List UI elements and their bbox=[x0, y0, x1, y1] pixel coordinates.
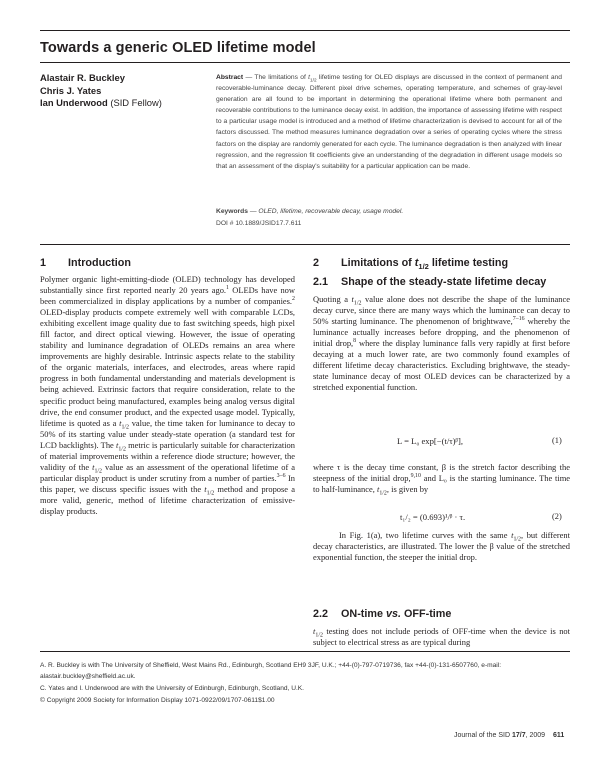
equation-1-number: (1) bbox=[552, 436, 562, 445]
top-rule bbox=[40, 30, 570, 31]
equation-1: L = L₀ exp[−(t/τ)ᵝ], bbox=[397, 436, 463, 446]
abstract: Abstract — The limitations of $t_{1/2}$ lifetime testing for OLED displays are discussed in the context of permanent and recoverable-luminance decay. Different pixel drive schemes, operating temperature, and schemes of gray-level generation are all found to be important in determining the operational lifetime where both permanent and recoverable contributions to the luminance decay exist. In addition, the importance of assessing lifetime with respect to a particular usage model is introduced and a method of lifetime characterization is devised to account for all of the factors discussed. The method measures luminance degradation over a series of operating cycles where the stress factors on the display are randomly generated for each cycle. The luminance degradation is then analyzed with linear regression, and the regression fit coefficients give an understanding of the degradation in different usage models so that an assessment of the display's suitability for a particular application can be made. bbox=[216, 74, 562, 170]
footnote-affiliation: A. R. Buckley is with The University of Sheffield, West Mains Rd., Edinburgh, Scotland EH9 3JF, U.K.; +44-(0)-797-0719736, fax +44-(0)-131-6507760, e-mail: alastair.buckley@sheffield.ac.uk. bbox=[40, 662, 502, 680]
page-number: 611 bbox=[553, 732, 565, 739]
equation-2: t₁/₂ = (0.693)¹/ᵝ · τ. bbox=[400, 512, 466, 522]
footnote-rule bbox=[40, 651, 570, 652]
footnote-affiliation: C. Yates and I. Underwood are with the University of Edinburgh, Edinburgh, Scotland, U.K. bbox=[40, 685, 305, 692]
keywords: Keywords — OLED, lifetime, recoverable decay, usage model. bbox=[216, 208, 404, 215]
doi: DOI # 10.1889/JSID17.7.611 bbox=[216, 220, 302, 227]
author-name: Alastair R. Buckley bbox=[40, 72, 125, 83]
section-heading: 1 Introduction bbox=[40, 257, 131, 269]
subsection-heading: 2.1 Shape of the steady-state lifetime decay bbox=[313, 276, 547, 288]
section-2-2-body: $t_{1/2}$ testing does not include periods of OFF-time when the device is not subject to electrical stress as are typical during bbox=[313, 626, 570, 648]
equation-2-number: (2) bbox=[552, 512, 562, 521]
section-2-1-body-cont: where τ is the decay time constant, β is the stretch factor describing the steepness of the initial drop,$^{9,10}$ and L₀ is the starting luminance. The time to half-luminance, $t_{1/2}$, is given by bbox=[313, 462, 570, 497]
keywords-label: Keywords bbox=[216, 208, 248, 215]
section-2-1-body: Quoting a $t_{1/2}$ value alone does not describe the shape of the luminance decay curve, since there are many ways which the luminance can decay to 50% starting luminance. The phenomenon of brightwave,$^{7-16}$ whereby the luminance actually increases before dropping, and the phenomenon of initial drop,$^8$ where the display luminance falls very rapidly at first before decaying at a much lower rate, are two commonly found examples of different lifetime decay characteristics. Excluding brightwave, the steady-state luminance decay of most OLED devices can be characterized by a stretched exponential function. bbox=[313, 294, 571, 393]
author-name: Ian Underwood bbox=[40, 97, 108, 108]
section-2-1-body-end: In Fig. 1(a), two lifetime curves with the same $t_{1/2}$, but different decay characteristics, are illustrated. The lower the β value of the stretched exponential function, the steeper the initial drop. bbox=[313, 530, 570, 563]
section-1-body: Polymer organic light-emitting-diode (OLED) technology has developed substantially since first reported nearly 20 years ago.$^1$ OLEDs have now been commercialized in display applications by a number of companies.$^2$ OLED-display products compete extremely well with comparable LCDs, exhibiting excellent image quality due to fast switching speeds, high pixel fill factor, and direct optical viewing. However, the issue of operating stability and luminance degradation of OLEDs remains an area where improvements are highly desirable. Intrinsic aspects relate to the stability of the organic materials, interfaces, and electrodes, areas where rapid progress in both fundamental understanding and materials development is being achieved. Extrinsic factors that require consideration, relate to the specific product being manufactured, examples being analog versus digital drive, the end consumer product, and the expected usage model. Typically, lifetime is quoted as a $t_{1/2}$ value, the time taken for luminance to decay to 50% of its starting value under steady-state operation (a standard test for LCD backlights). The $t_{1/2}$ metric is particularly suitable for characterization of material improvements within a reference diode structure; however, the validity of the $t_{1/2}$ value as an assessment of the operational lifetime of a particular display product is under scrutiny from a number of parties.$^{3-6}$ In this paper, we discuss specific issues with the $t_{1/2}$ method and propose a more valid, generic, method of lifetime characterization of emissive-display products. bbox=[40, 274, 296, 516]
journal-footer: Journal of the SID 17/7, 2009 bbox=[454, 732, 546, 739]
subsection-heading: 2.2 ON-time vs. OFF-time bbox=[313, 608, 452, 620]
author-list bbox=[40, 72, 162, 110]
author-note: (SID Fellow) bbox=[110, 97, 162, 108]
paper-title: Towards a generic OLED lifetime model bbox=[40, 40, 316, 56]
section-heading: 2 Limitations of $t_{1/2}$ lifetime testing bbox=[313, 257, 509, 272]
abstract-label: Abstract bbox=[216, 74, 244, 81]
copyright: © Copyright 2009 Society for Information Display 1071-0922/09/1707-0611$1.00 bbox=[40, 697, 275, 704]
author-name: Chris J. Yates bbox=[40, 84, 102, 96]
title-rule bbox=[40, 62, 570, 63]
header-rule bbox=[40, 244, 570, 245]
